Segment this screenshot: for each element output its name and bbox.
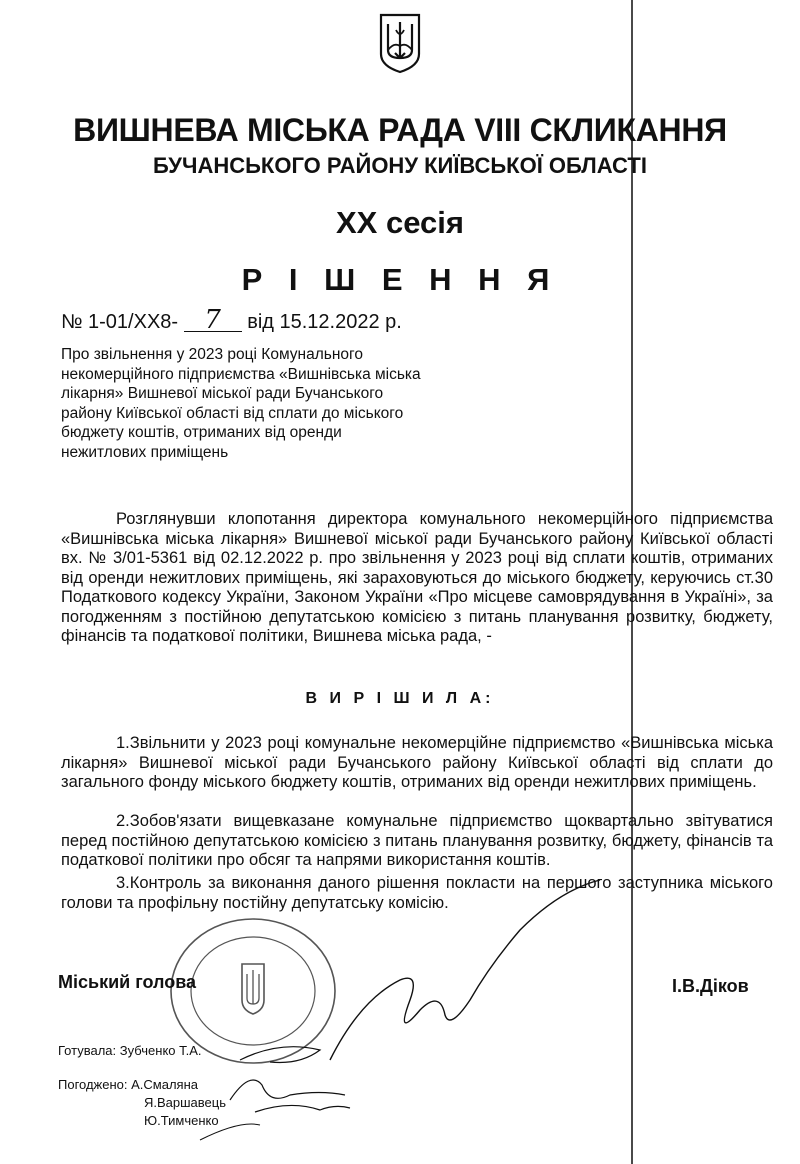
approved-by-name: Я.Варшавець xyxy=(144,1095,226,1110)
decision-number xyxy=(61,305,402,335)
decision-subject: Про звільнення у 2023 році Комунального некомерційного підприємства «Вишнівська міська лікарня» Вишневої міської ради Бучанського району Київської області від сплати до міського бюджету коштів, отриманих від оренди нежитлових приміщень xyxy=(61,346,421,461)
approved-by-name: Ю.Тимченко xyxy=(144,1113,219,1128)
approved-by: Погоджено: А.Смаляна xyxy=(58,1077,198,1092)
mayor-title: Міський голова xyxy=(58,972,197,992)
prepared-by: Готувала: Зубченко Т.А. xyxy=(58,1043,202,1058)
number-prefix: № 1-01/XX8- xyxy=(61,311,179,333)
resolved-heading: В И Р І Ш И Л А: xyxy=(305,690,495,707)
district-subtitle: БУЧАНСЬКОГО РАЙОНУ КИЇВСЬКОЇ ОБЛАСТІ xyxy=(153,153,647,178)
mayor-name: І.В.Діков xyxy=(672,976,749,996)
council-title: ВИШНЕВА МІСЬКА РАДА VIII СКЛИКАННЯ xyxy=(73,112,727,148)
session-title: XX сесія xyxy=(336,205,464,240)
number-date: від 15.12.2022 р. xyxy=(247,311,402,333)
decision-title: Р І Ш Е Н Н Я xyxy=(241,262,559,297)
resolution-item-2: 2.Зобов'язати вищевказане комунальне підприємство щоквартально звітуватися перед постійною депутатською комісією з питань планування розвитку, бюджету, фінансів та податкової політики про обсяг та напрями використання коштів. xyxy=(61,812,773,869)
resolution-item-1: 1.Звільнити у 2023 році комунальне некомерційне підприємство «Вишнівська міська лікарня» Вишневої міської ради Бучанського району Київської області від сплати до загального фонду міського бюджету коштів, отриманих від оренди нежитлових приміщень. xyxy=(61,734,773,791)
preamble-paragraph: Розглянувши клопотання директора комунального некомерційного підприємства «Вишнівська міська лікарня» Вишневої міської ради Бучанського району Київської області вх. № 3/01-5361 від 02.12.2022 р. про звільнення у 2023 році від сплати коштів, отриманих від оренди нежитлових приміщень, які зараховуються до міського бюджету, керуючись ст.30 Податкового кодексу України, Законом України «Про місцеве самоврядування в Україні», за погодженням з постійною депутатською комісією з питань планування розвитку, бюджету, фінансів та податкової політики, Вишнева міська рада, - xyxy=(61,510,773,645)
resolution-item-3: 3.Контроль за виконання даного рішення покласти на першого заступника міського голови та профільну постійну депутатську комісію. xyxy=(61,874,773,912)
trident-emblem-icon xyxy=(378,12,422,74)
number-handwritten: 7 xyxy=(184,309,242,332)
